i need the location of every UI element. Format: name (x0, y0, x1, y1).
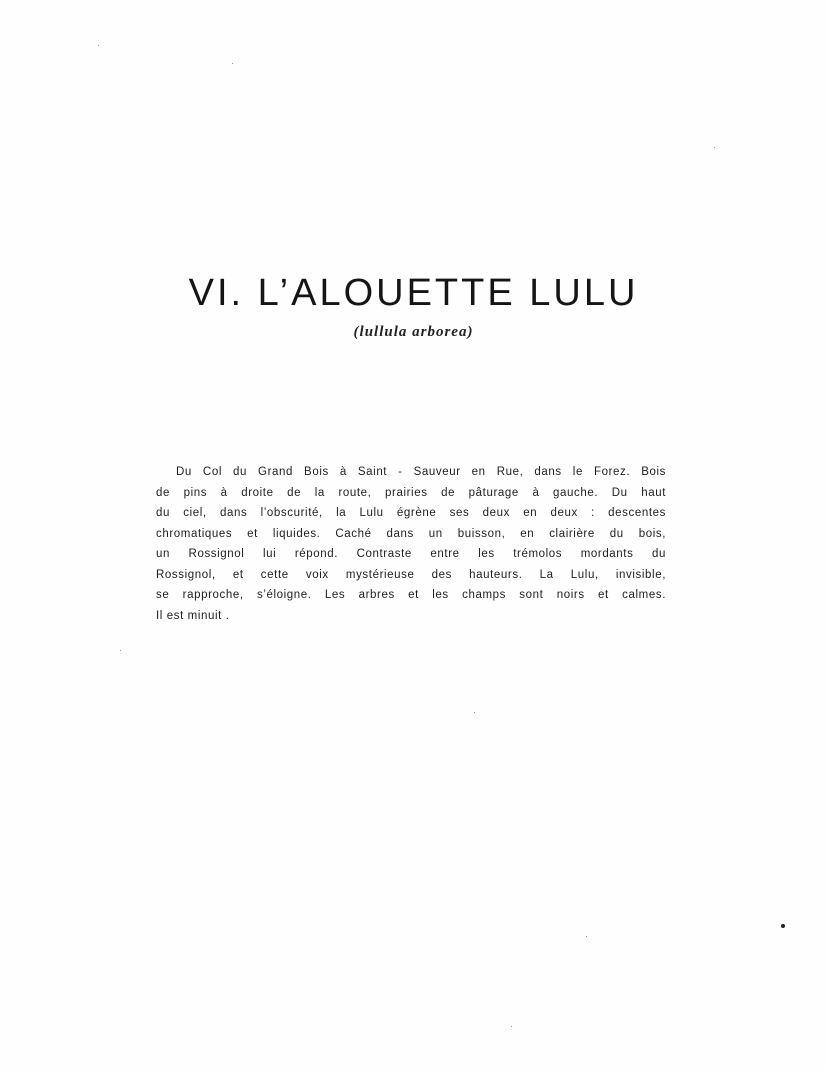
paper-speck (120, 650, 121, 651)
paragraph-line: Du Col du Grand Bois à Saint - Sauveur en Rue, dans le Forez. Bois (176, 466, 666, 478)
paragraph-line: de pins à droite de la route, prairies de pâturage à gauche. Du haut (156, 486, 666, 499)
paper-speck (714, 147, 715, 148)
paper-speck (98, 45, 99, 46)
paragraph-line: se rapproche, s’éloigne. Les arbres et les champs sont noirs et calmes. (156, 589, 666, 601)
ink-dot (781, 924, 785, 928)
paragraph-line: chromatiques et liquides. Caché dans un buisson, en clairière du bois, (156, 527, 666, 540)
paragraph-line: du ciel, dans l’obscurité, la Lulu égrène ses deux en deux : descentes (156, 507, 666, 519)
page-subtitle: (lullula arborea) (353, 324, 474, 340)
paragraph-line: Il est minuit . (156, 609, 230, 622)
paper-speck (474, 712, 475, 713)
page-title: VI. L’ALOUETTE LULU (188, 272, 639, 314)
paper-speck (511, 1026, 512, 1027)
paragraph-line: Rossignol, et cette voix mystérieuse des hauteurs. La Lulu, invisible, (156, 568, 666, 581)
paper-speck (586, 936, 587, 937)
body-paragraph (156, 462, 666, 626)
paper-speck (232, 63, 233, 64)
paragraph-line: un Rossignol lui répond. Contraste entre les trémolos mordants du (156, 548, 666, 560)
